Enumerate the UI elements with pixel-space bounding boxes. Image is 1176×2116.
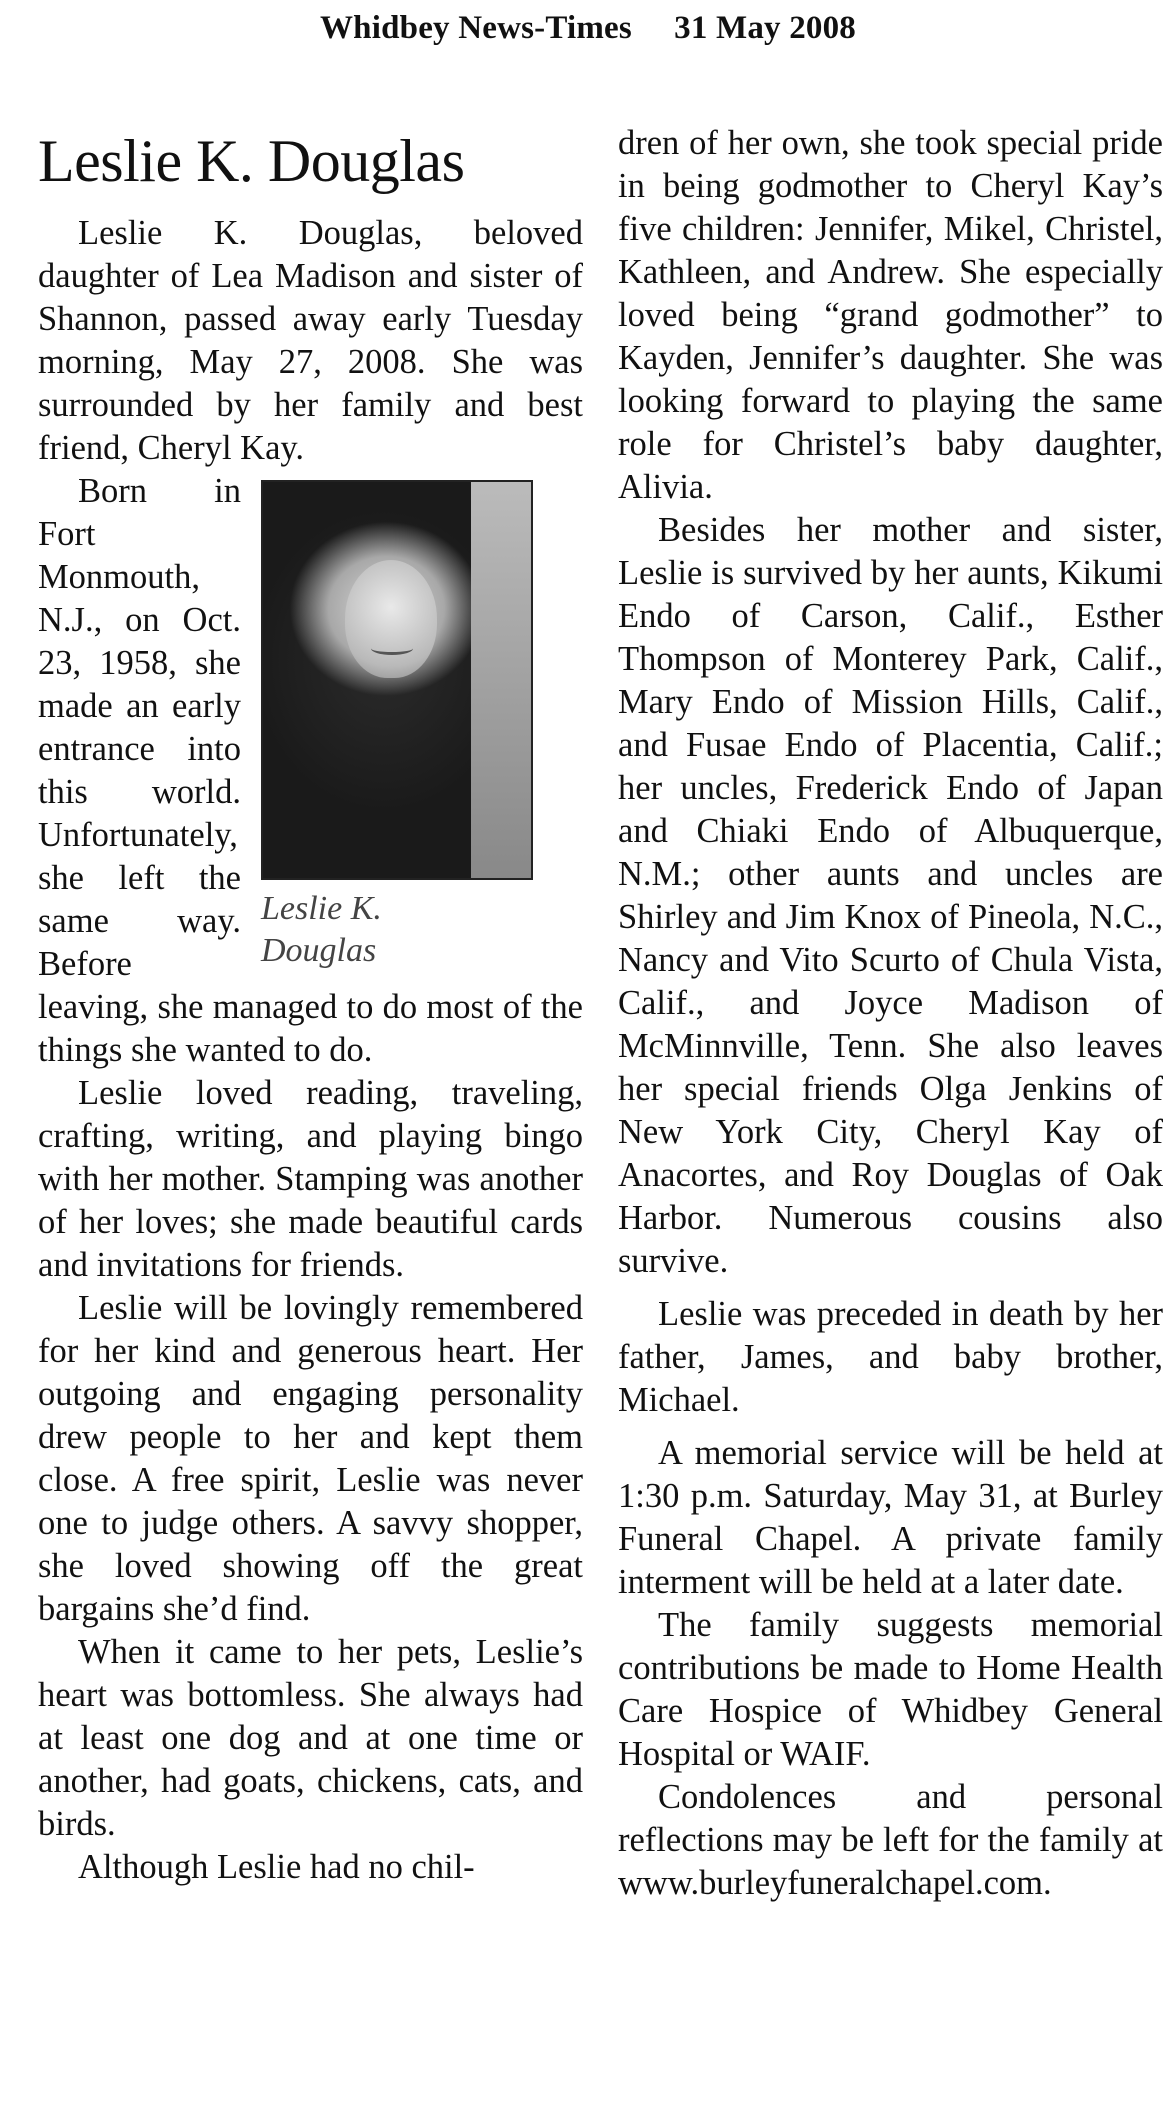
paragraph-condolences: Condolences and personal reflections may be left for the family at www.burleyfuneralchapel.com. bbox=[618, 1778, 1163, 1902]
paragraph-survivors: Besides her mother and sister, Leslie is survived by her aunts, Kikumi Endo of Carson, Calif., Esther Thompson of Monterey Park, Calif., Mary Endo of Mission Hills, Calif., and Fusae Endo of Placentia, Calif.; her uncles, Frederick Endo of Japan and Chiaki Endo of Albuquerque, N.M.; other aunts and uncles are Shirley and Jim Knox of Pineola, N.C., Nancy and Vito Scurto of Chula Vista, Calif., and Joyce Madison of McMinnville, Tenn. She also leaves her special friends Olga Jenkins of New York City, Cheryl Kay of Anacortes, and Roy Douglas of Oak Harbor. Numerous cousins also survive. bbox=[618, 511, 1163, 1280]
photo-block bbox=[261, 480, 583, 972]
masthead bbox=[0, 10, 1176, 47]
caption-line-2: Douglas bbox=[261, 932, 377, 969]
paragraph-godmother-start: Although Leslie had no chil- bbox=[78, 1848, 475, 1886]
publication-date: 31 May 2008 bbox=[674, 10, 857, 46]
photo-caption bbox=[261, 888, 583, 972]
paragraph-preceded: Leslie was preceded in death by her father, James, and baby brother, Michael. bbox=[618, 1295, 1163, 1419]
paragraph-intro: Leslie K. Douglas, beloved daughter of Lea Madison and sister of Shannon, passed away early Tuesday morning, May 27, 2008. She was surrounded by her family and best friend, Cheryl Kay. bbox=[38, 214, 583, 467]
publication-name: Whidbey News-Times bbox=[319, 10, 632, 46]
headline: Leslie K. Douglas bbox=[38, 128, 465, 194]
portrait-photo bbox=[261, 480, 533, 880]
caption-line-1: Leslie K. bbox=[261, 890, 382, 927]
paragraph-service: A memorial service will be held at 1:30 p.m. Saturday, May 31, at Burley Funeral Chapel. A private family interment will be held at a later date. bbox=[618, 1434, 1163, 1601]
right-column bbox=[618, 122, 1163, 1905]
paragraph-hobbies: Leslie loved reading, traveling, crafting, writing, and playing bingo with her mother. Stamping was another of her loves; she made beautiful cards and invitations for friends. bbox=[38, 1074, 583, 1284]
paragraph-godmother-cont: dren of her own, she took special pride in being godmother to Cheryl Kay’s five children: Jennifer, Mikel, Christel, Kathleen, and Andrew. She especially loved being “grand godmother” to Kayden, Jennifer’s daughter. She was looking forward to playing the same role for Christel’s baby daughter, Alivia. bbox=[618, 124, 1163, 506]
left-column bbox=[38, 122, 583, 1889]
paragraph-memorial: The family suggests memorial contributions be made to Home Health Care Hospice of Whidbey General Hospital or WAIF. bbox=[618, 1606, 1163, 1773]
paragraph-pets: When it came to her pets, Leslie’s heart was bottomless. She always had at least one dog and at one time or another, had goats, chickens, cats, and birds. bbox=[38, 1633, 583, 1843]
paragraph-born: Born in Fort Monmouth, N.J., on Oct. 23, 1958, she made an early entrance into this world. Unfortunately, she left the same way. Before leaving, she managed to do most of the things she wanted to do. bbox=[38, 472, 583, 1069]
paragraph-heart: Leslie will be lovingly remembered for her kind and generous heart. Her outgoing and engaging personality drew people to her and kept them close. A free spirit, Leslie was never one to judge others. A savvy shopper, she loved showing off the great bargains she’d find. bbox=[38, 1289, 583, 1628]
